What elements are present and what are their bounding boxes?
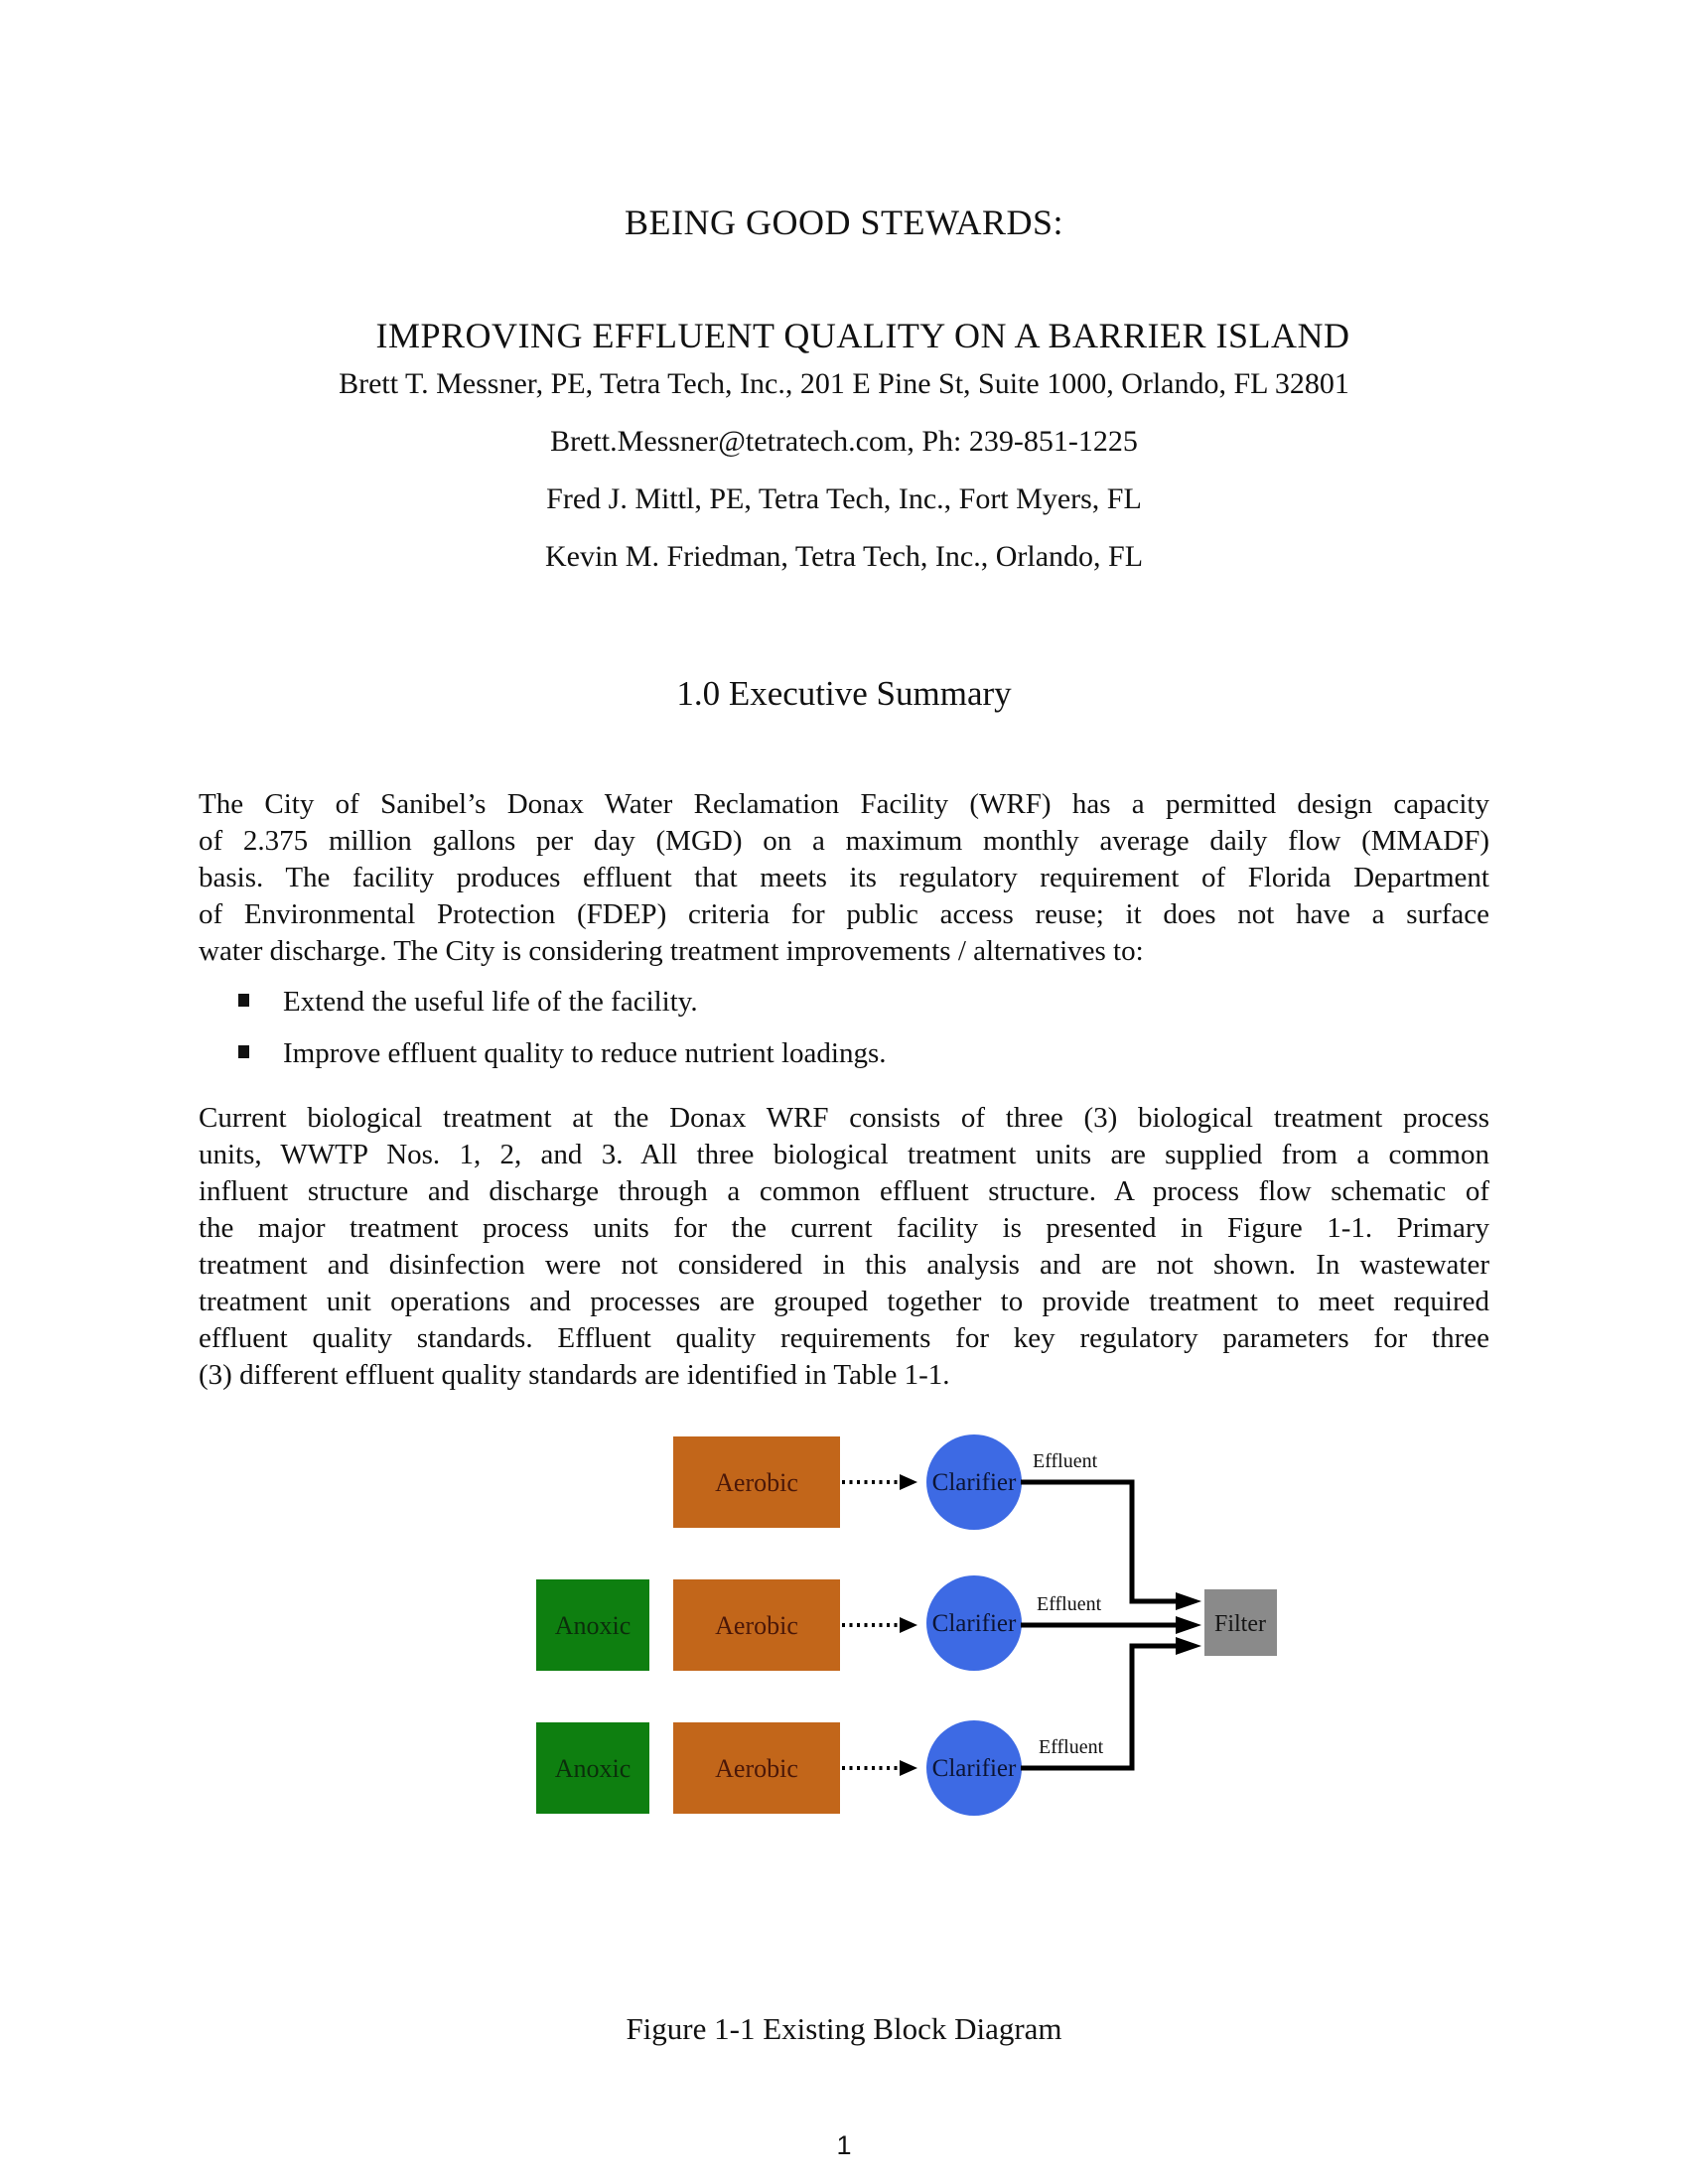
author-line: Brett T. Messner, PE, Tetra Tech, Inc., 201 E Pine St, Suite 1000, Orlando, FL 32801 xyxy=(339,367,1349,400)
paragraph-line: of 2.375 million gallons per day (MGD) on a maximum monthly average daily flow (MMADF) xyxy=(199,825,1489,857)
block-diagram-figure xyxy=(496,1410,1311,1846)
effluent-arrow-head-icon xyxy=(1176,1592,1201,1610)
paragraph-line: (3) different effluent quality standards are identified in Table 1-1. xyxy=(199,1359,950,1391)
paragraph-line: treatment and disinfection were not considered in this analysis and are not shown. In wastewater xyxy=(199,1249,1489,1281)
paragraph-line: water discharge. The City is considering treatment improvements / alternatives to: xyxy=(199,935,1144,967)
paragraph-1 xyxy=(199,786,1489,970)
title-line-1: BEING GOOD STEWARDS: xyxy=(625,203,1063,242)
paragraph-2 xyxy=(199,1100,1489,1394)
section-heading: 1.0 Executive Summary xyxy=(676,674,1012,713)
paragraph-line: influent structure and discharge through a common effluent structure. A process flow schematic of xyxy=(199,1175,1489,1207)
title-line-2: IMPROVING EFFLUENT QUALITY ON A BARRIER ISLAND xyxy=(375,316,1350,355)
paragraph-line: units, WWTP Nos. 1, 2, and 3. All three biological treatment units are supplied from a common xyxy=(199,1139,1489,1170)
effluent-arrow-head-icon xyxy=(1176,1616,1201,1634)
bullet-item xyxy=(238,984,1489,1021)
anoxic-box-label: Anoxic xyxy=(554,1754,632,1783)
aerobic-box-label: Aerobic xyxy=(715,1468,798,1497)
clarifier-label: Clarifier xyxy=(931,1755,1017,1782)
effluent-label: Effluent xyxy=(1033,1450,1098,1472)
paragraph-line: effluent quality standards. Effluent quality requirements for key regulatory parameters for three xyxy=(199,1322,1489,1354)
author-block xyxy=(0,355,1688,586)
effluent-arrow-head-icon xyxy=(1176,1637,1201,1655)
author-line: Brett.Messner@tetratech.com, Ph: 239-851-1225 xyxy=(550,425,1138,458)
paragraph-line: treatment unit operations and processes are grouped together to provide treatment to meet required xyxy=(199,1286,1489,1317)
clarifier-label: Clarifier xyxy=(931,1610,1017,1637)
paragraph-line: the major treatment process units for the current facility is presented in Figure 1-1. Primary xyxy=(199,1212,1489,1244)
paragraph-line: basis. The facility produces effluent that meets its regulatory requirement of Florida Department xyxy=(199,862,1489,893)
filter-box-label: Filter xyxy=(1214,1611,1266,1637)
page-number: 1 xyxy=(836,2130,852,2160)
aerobic-box-label: Aerobic xyxy=(715,1754,798,1783)
figure-caption: Figure 1-1 Existing Block Diagram xyxy=(626,2011,1062,2046)
bullet-item xyxy=(238,1035,1489,1072)
paragraph-line: of Environmental Protection (FDEP) criteria for public access reuse; it does not have a surface xyxy=(199,898,1489,930)
effluent-label: Effluent xyxy=(1037,1593,1102,1615)
clarifier-label: Clarifier xyxy=(931,1469,1017,1496)
aerobic-box-label: Aerobic xyxy=(715,1611,798,1640)
effluent-label: Effluent xyxy=(1039,1736,1104,1758)
dotted-arrow-head-icon xyxy=(900,1474,917,1490)
author-line: Fred J. Mittl, PE, Tetra Tech, Inc., Fort Myers, FL xyxy=(546,482,1142,515)
dotted-arrow-head-icon xyxy=(900,1760,917,1776)
bullet-text: Extend the useful life of the facility. xyxy=(283,986,698,1018)
dotted-arrow-head-icon xyxy=(900,1617,917,1633)
effluent-line xyxy=(1021,1482,1176,1601)
bullet-square-icon xyxy=(238,994,249,1007)
author-line: Kevin M. Friedman, Tetra Tech, Inc., Orlando, FL xyxy=(544,540,1144,573)
paragraph-line: The City of Sanibel’s Donax Water Reclamation Facility (WRF) has a permitted design capacity xyxy=(199,788,1489,820)
bullet-square-icon xyxy=(238,1045,249,1058)
paragraph-line: Current biological treatment at the Donax WRF consists of three (3) biological treatment process xyxy=(199,1102,1489,1134)
bullet-text: Improve effluent quality to reduce nutrient loadings. xyxy=(283,1037,887,1069)
anoxic-box-label: Anoxic xyxy=(554,1611,632,1640)
